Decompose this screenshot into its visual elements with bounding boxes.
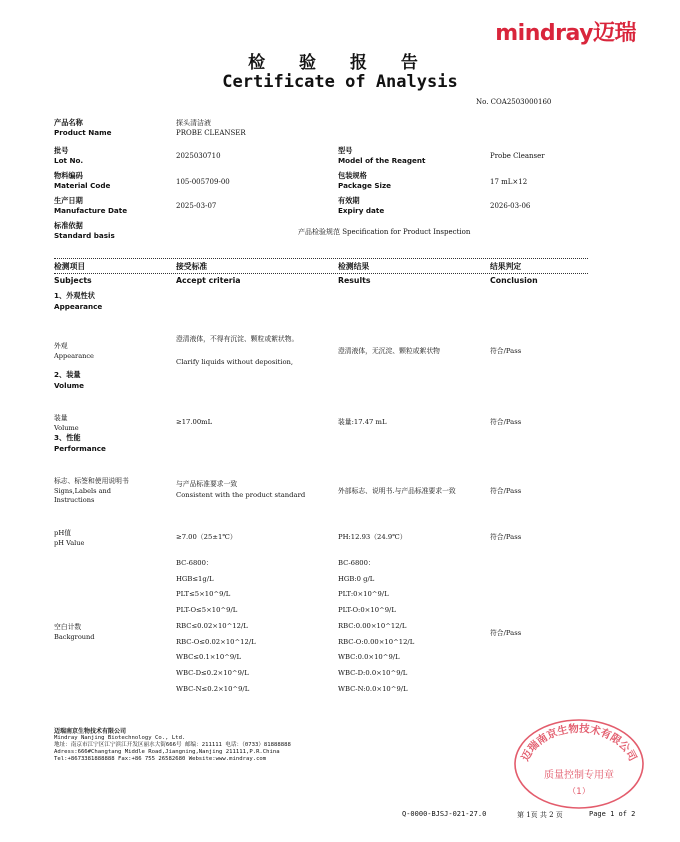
criteria-line: WBC-N≤0.2×10^9/L (176, 684, 250, 693)
footer-company: 迈瑞南京生物技术有限公司 Mindray Nanjing Biotechnology Co., Ltd. 地址：南京市江宁区江宁滨江开发区丽水大街666号 邮编：211111 电话：（0733）81888888 Adress:666#Changtang Middle Road,Jiangning,Nanjing 211111,P.R.China Tel:+8673381888888 Fax:+86 755 26582680 Website:www.mindray.com (54, 728, 291, 762)
manufacture-date-value: 2025-03-07 (176, 202, 217, 210)
row-appearance-conclusion: 符合/Pass (490, 347, 522, 355)
row-labels-subject: 标志、标签和使用说明书 Signs,Labels and Instructions (54, 477, 129, 504)
material-code-value: 105-005709-00 (176, 178, 230, 186)
row-volume-criteria: ≥17.00mL (176, 418, 213, 426)
criteria-line: PLT-O≤5×10^9/L (176, 606, 238, 615)
seal-center-text: 质量控制专用章 (544, 770, 614, 781)
seal-number-text: （1） (567, 787, 591, 797)
criteria-line: BC-6800： (176, 559, 213, 567)
expiry-date-value: 2026-03-06 (490, 202, 531, 210)
row-ph-conclusion: 符合/Pass (490, 533, 522, 541)
row-appearance-criteria-en: Clarify liquids without deposition, (176, 358, 294, 366)
title-cn: 检 验 报 告 (248, 53, 432, 73)
page-number-cn: 第 1页 共 2 页 (517, 811, 563, 819)
header-divider-top (54, 258, 588, 259)
result-line: HGB:0 g/L (338, 574, 375, 583)
row-ph-result: PH:12.93（24.9℃） (338, 533, 407, 541)
result-line: WBC-N:0.0×10^9/L (338, 684, 408, 693)
header-divider-mid (54, 273, 588, 274)
lot-no-label: 批号 Lot No. (54, 146, 84, 165)
row-ph-criteria: ≥7.00（25±1℃） (176, 533, 237, 541)
section-volume: 2、装量 Volume (54, 370, 85, 390)
row-volume-conclusion: 符合/Pass (490, 418, 522, 426)
row-background-results (338, 556, 414, 697)
result-line: BC-6800： (338, 559, 375, 567)
result-line: RBC-O:0.00×10^12/L (338, 637, 415, 646)
doc-code: Q-0000-BJSJ-021-27.0 (402, 810, 487, 818)
result-line: PLT:0×10^9/L (338, 590, 389, 599)
material-code-label: 物料编码 Material Code (54, 171, 111, 190)
expiry-date-label: 有效期 Expiry date (338, 196, 385, 215)
col-results-header: 检测结果 Results (338, 262, 371, 285)
row-background-conclusion: 符合/Pass (490, 629, 522, 637)
row-labels-conclusion: 符合/Pass (490, 487, 522, 495)
row-background-subject: 空白计数 Background (54, 623, 95, 641)
criteria-line: HGB≤1g/L (176, 574, 214, 583)
package-size-value: 17 mL×12 (490, 178, 528, 186)
row-appearance-subject: 外观 Appearance (54, 342, 94, 360)
row-ph-subject: pH值 pH Value (54, 529, 85, 547)
section-performance: 3、性能 Performance (54, 433, 106, 453)
mindray-logo: mindray迈瑞 (495, 21, 636, 46)
row-volume-subject: 装量 Volume (54, 414, 79, 432)
criteria-line: RBC≤0.02×10^12/L (176, 621, 248, 630)
row-appearance-criteria-cn: 澄清液体，不得有沉淀、颗粒或絮状物。 (176, 335, 299, 343)
row-appearance-result: 澄清液体，无沉淀、颗粒或絮状物 (338, 347, 440, 355)
criteria-line: PLT≤5×10^9/L (176, 590, 231, 599)
row-labels-result: 外部标志、说明书.与产品标准要求一致 (338, 487, 456, 495)
lot-no-value: 2025030710 (176, 152, 221, 160)
model-label: 型号 Model of the Reagent (338, 146, 426, 165)
criteria-line: RBC-O≤0.02×10^12/L (176, 637, 256, 646)
row-volume-result: 装量:17.47 mL (338, 418, 387, 426)
result-line: WBC-D:0.0×10^9/L (338, 668, 408, 677)
product-name-value: 探头清洁液 PROBE CLEANSER (176, 119, 246, 137)
result-line: WBC:0.0×10^9/L (338, 653, 400, 662)
seal-ring-text: 迈瑞南京生物技术有限公司 (519, 722, 639, 764)
document-number: No. COA2503000160 (476, 98, 552, 106)
col-criteria-header: 接受标准 Accept criteria (176, 262, 241, 285)
result-line: RBC:0.00×10^12/L (338, 621, 407, 630)
col-subjects-header: 检测项目 Subjects (54, 262, 92, 285)
row-background-criteria (176, 556, 256, 697)
page-number-en: Page 1 of 2 (589, 810, 636, 818)
standard-basis-label: 标准依据 Standard basis (54, 221, 115, 240)
row-labels-criteria: 与产品标准要求一致 Consistent with the product standard (176, 480, 306, 499)
quality-control-seal (510, 712, 648, 812)
package-size-label: 包装规格 Package Size (338, 171, 392, 190)
model-value: Probe Cleanser (490, 152, 545, 160)
manufacture-date-label: 生产日期 Manufacture Date (54, 196, 128, 215)
title-en: Certificate of Analysis (222, 72, 458, 92)
svg-text:迈瑞南京生物技术有限公司 (518, 722, 639, 764)
result-line: PLT-O:0×10^9/L (338, 606, 396, 615)
product-name-label: 产品名称 Product Name (54, 118, 112, 137)
section-appearance: 1、外观性状 Appearance (54, 291, 103, 311)
standard-basis-value: 产品检验规范 Specification for Product Inspection (298, 228, 471, 236)
criteria-line: WBC≤0.1×10^9/L (176, 653, 241, 662)
criteria-line: WBC-D≤0.2×10^9/L (176, 668, 249, 677)
col-conclusion-header: 结果判定 Conclusion (490, 262, 538, 285)
